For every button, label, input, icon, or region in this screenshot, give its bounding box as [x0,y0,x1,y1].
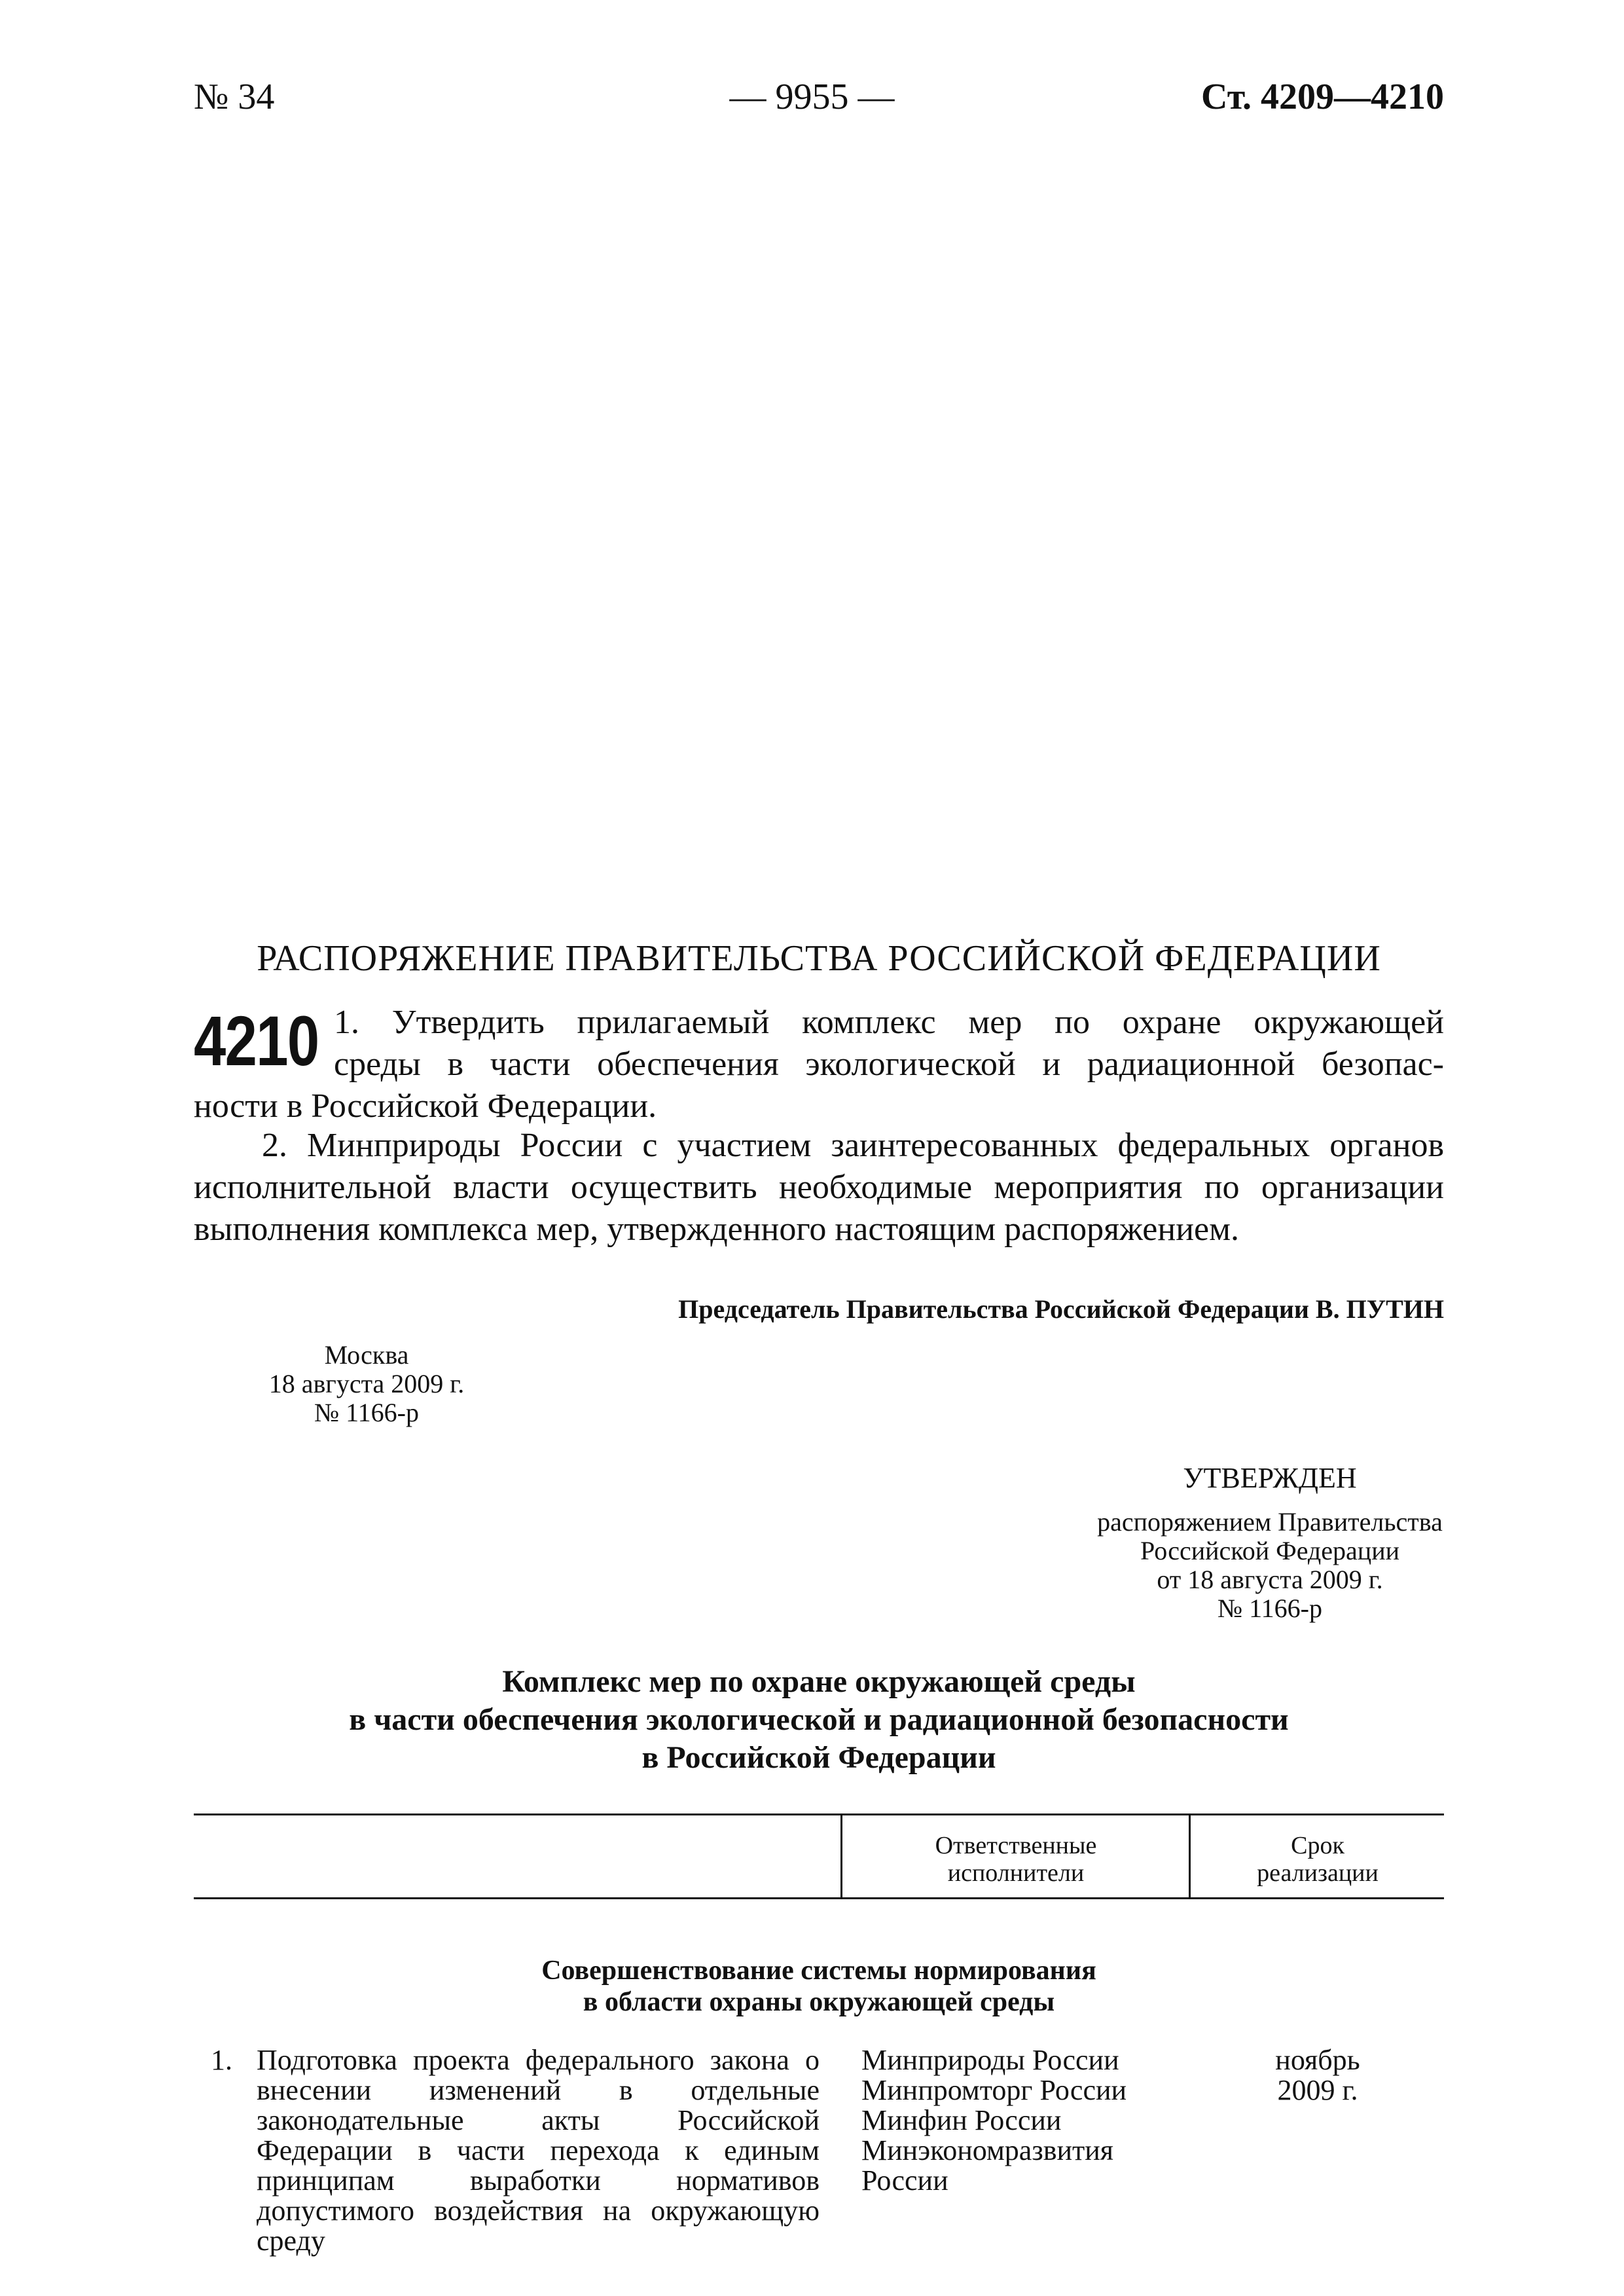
table-column-divider-2 [1189,1813,1191,1899]
table-row-number: 1. [211,2044,232,2076]
approval-line-2: Российской Федерации [1140,1536,1400,1565]
paragraph-1-line-3: ности в Российской Федерации. [194,1087,657,1125]
approval-block [1008,1461,1532,1623]
annex-title-line-3: в Российской Федерации [641,1740,996,1775]
responsible-1: Минприроды России [861,2044,1119,2076]
approval-line-1: распоряжением Правительства [1097,1507,1443,1537]
page-number: — 9955 — [729,77,895,117]
order-number: № 1166-р [314,1398,419,1427]
approval-title: УТВЕРЖДЕН [1183,1462,1357,1494]
table-column-divider-1 [840,1813,842,1899]
table-row-responsible [861,2045,1189,2196]
annex-title-line-2: в части обеспечения экологической и радиационной безопасности [349,1702,1289,1737]
date: 18 августа 2009 г. [268,1369,465,1398]
term-year: 2009 г. [1277,2074,1358,2106]
responsible-4: Минэкономразвития [861,2134,1114,2166]
annex-title-line-1: Комплекс мер по охране окружающей среды [502,1664,1136,1699]
column-header-term [1191,1832,1444,1887]
table-header-bottom-rule [194,1897,1444,1899]
column-header-term-line-2: реализации [1257,1859,1379,1887]
column-header-term-line-1: Срок [1291,1832,1344,1859]
table-top-rule [194,1813,1444,1815]
article-number: 4210 [194,1001,319,1080]
place-date-block [236,1341,497,1427]
article-range: Ст. 4209—4210 [1201,77,1444,117]
table-row-measure: Подготовка проекта федерального закона о внесении изменений в отдельные законодательные акты Российской Федерации в части перехода к единым принципам выработки нормативов допустимого воздействия на окружающую среду [257,2044,820,2257]
table-row-term [1191,2045,1444,2105]
annex-title [194,1663,1444,1777]
place: Москва [324,1340,409,1370]
column-header-responsible [843,1832,1189,1887]
document-type-title: РАСПОРЯЖЕНИЕ ПРАВИТЕЛЬСТВА РОССИЙСКОЙ ФЕДЕРАЦИИ [257,938,1381,979]
paragraph-1-line-1: 1. Утвердить прилагаемый комплекс мер по охране окружающей [334,1004,1444,1041]
section-title-line-1: Совершенствование системы нормирования [541,1956,1096,1986]
issue-number: № 34 [194,77,275,117]
signature-line: Председатель Правительства Российской Федерации В. ПУТИН [678,1294,1444,1324]
term-month: ноябрь [1275,2044,1360,2076]
responsible-2: Минпромторг России [861,2074,1127,2106]
approval-line-4: № 1166-р [1218,1594,1322,1623]
responsible-3: Минфин России [861,2104,1062,2136]
approval-line-3: от 18 августа 2009 г. [1157,1565,1383,1594]
paragraph-2: 2. Минприроды России с участием заинтересованных федеральных органов исполнительной власти осуществить необходимые мероприятия по организации выполнения комплекса мер, утвержденного настоящим распоряжением. [194,1127,1444,1248]
column-header-responsible-line-2: исполнители [947,1859,1085,1887]
column-header-responsible-line-1: Ответственные [935,1832,1097,1859]
responsible-5: России [861,2164,948,2196]
section-title-line-2: в области охраны окружающей среды [583,1987,1055,2017]
section-title [194,1955,1444,2018]
paragraph-1-line-2: среды в части обеспечения экологической и радиационной безопас- [334,1046,1444,1083]
